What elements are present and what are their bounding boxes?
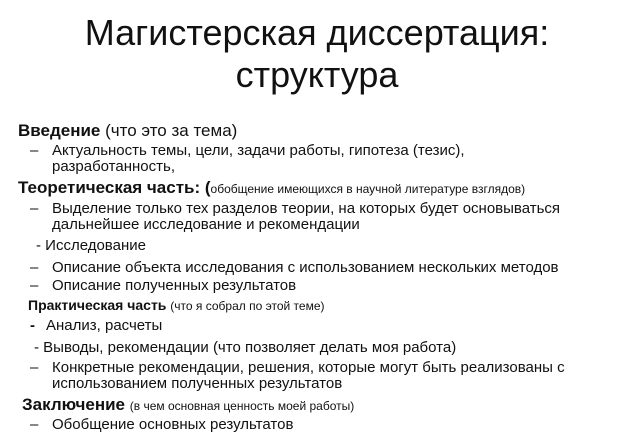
intro-note: (что это за тема)	[105, 121, 238, 140]
conclusion-item-1: Обобщение основных результатов	[52, 416, 294, 433]
practice-analysis: Анализ, расчеты	[46, 317, 163, 334]
practice-note: (что я собрал по этой теме)	[170, 299, 325, 313]
slide-title	[0, 12, 634, 96]
intro-item-2: разработанность,	[52, 158, 175, 175]
practice-heading	[28, 297, 325, 313]
theory-label: Теоретическая часть: (	[18, 178, 211, 197]
theory-item-1: Выделение только тех разделов теории, на которых будет основываться	[52, 200, 561, 217]
practice-item-1: Конкретные рекомендации, решения, которые могут быть реализованы с	[52, 359, 565, 376]
intro-item-1: Актуальность темы, цели, задачи работы, гипотеза (тезис),	[52, 142, 465, 159]
practice-conclusions: - Выводы, рекомендации (что позволяет делать моя работа)	[34, 339, 457, 356]
slide-title-line-1: Магистерская диссертация:	[84, 12, 550, 53]
theory-dash: –	[30, 200, 39, 217]
intro-heading	[18, 121, 237, 141]
conclusion-dash: –	[30, 416, 39, 433]
conclusion-heading	[22, 395, 354, 415]
theory-heading	[18, 178, 525, 198]
practice-label: Практическая часть	[28, 297, 167, 313]
conclusion-note: (в чем основная ценность моей работы)	[129, 399, 355, 413]
practice-dash: –	[30, 359, 39, 376]
slide-title-line-2: структура	[235, 54, 399, 95]
research-item-2: Описание полученных результатов	[52, 277, 297, 294]
practice-hyphen: -	[30, 317, 35, 334]
research-dash-1: –	[30, 259, 39, 276]
research-item-1: Описание объекта исследования с использованием нескольких методов	[52, 259, 559, 276]
theory-item-2: дальнейшее исследование и рекомендации	[52, 216, 360, 233]
research-heading: - Исследование	[36, 237, 146, 254]
intro-label: Введение	[18, 121, 101, 140]
intro-dash: –	[30, 142, 39, 159]
research-dash-2: –	[30, 277, 39, 294]
practice-item-2: использованием полученных результатов	[52, 375, 343, 392]
theory-note: обобщение имеющихся в научной литературе взглядов)	[210, 182, 526, 196]
conclusion-label: Заключение	[22, 395, 125, 414]
